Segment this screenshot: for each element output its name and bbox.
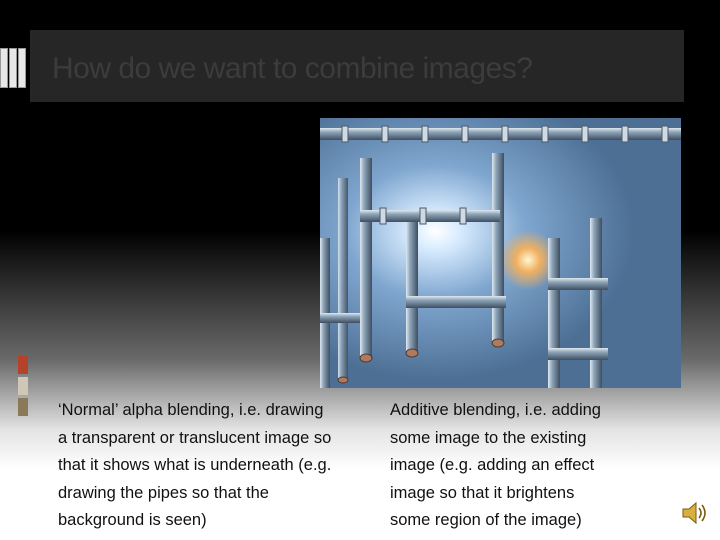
title-decoration (0, 48, 30, 88)
right-text-line: image (e.g. adding an effect (390, 456, 595, 474)
left-text-line: drawing the pipes so that the (58, 483, 269, 502)
pipes-image (320, 118, 681, 388)
right-text-line: Additive blending, i.e. adding (390, 401, 601, 419)
left-text-block (58, 397, 331, 535)
left-text-line: ‘Normal’ alpha blending, i.e. drawing (58, 401, 324, 419)
left-text-line: a transparent or translucent image so (58, 428, 332, 447)
speaker-icon[interactable] (680, 500, 708, 526)
right-text-line: some region of the image) (390, 511, 582, 529)
left-text-line: background is seen) (58, 511, 207, 529)
slide-title: How do we want to combine images? (52, 52, 533, 85)
side-accent-tabs (18, 356, 28, 419)
right-text-line: some image to the existing (390, 428, 587, 447)
right-text-line: image so that it brightens (390, 483, 575, 502)
left-text-line: that it shows what is underneath (e.g. (58, 456, 332, 474)
right-text-block (390, 397, 601, 535)
